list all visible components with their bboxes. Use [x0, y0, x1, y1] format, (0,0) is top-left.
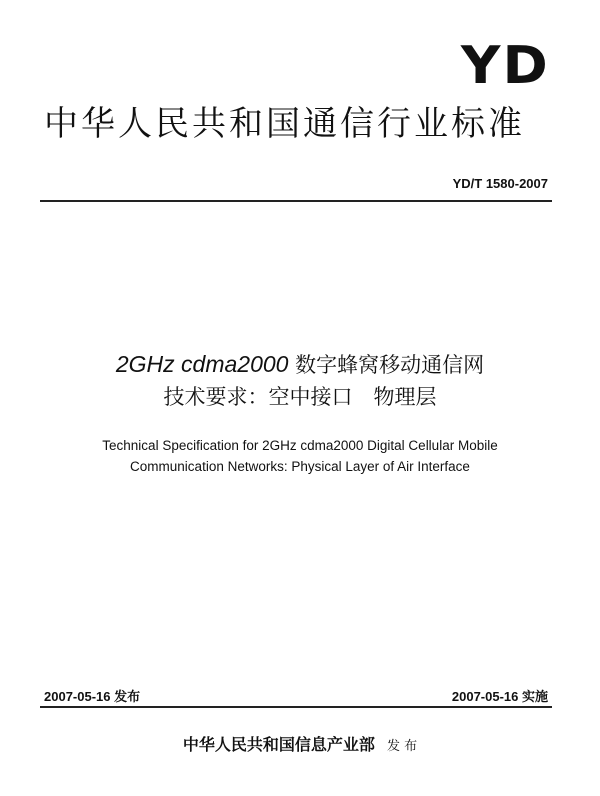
chinese-title-latin-part: 2GHz cdma2000 — [115, 351, 289, 377]
standard-number: YD/T 1580-2007 — [452, 176, 548, 191]
issuer-line — [0, 732, 600, 755]
chinese-title-line-1 — [0, 350, 600, 379]
standard-category-title: 中华人民共和国通信行业标准 — [44, 104, 525, 144]
chinese-title-line-2: 技术要求：空中接口 物理层 — [163, 385, 437, 409]
implementation-date: 2007-05-16 实施 — [451, 689, 548, 704]
yd-logo: YD — [461, 36, 551, 96]
bottom-divider — [40, 706, 552, 708]
english-title-line-2: Communication Networks: Physical Layer of Air Interface — [130, 459, 470, 474]
chinese-title-rest: 数字蜂窝移动通信网 — [288, 353, 485, 377]
top-divider — [40, 200, 552, 202]
issue-date: 2007-05-16 发布 — [44, 689, 141, 704]
issuer-name: 中华人民共和国信息产业部 — [182, 735, 375, 754]
english-title-line-1: Technical Specification for 2GHz cdma2000 Digital Cellular Mobile — [102, 438, 498, 453]
release-label: 发 布 — [386, 739, 418, 754]
